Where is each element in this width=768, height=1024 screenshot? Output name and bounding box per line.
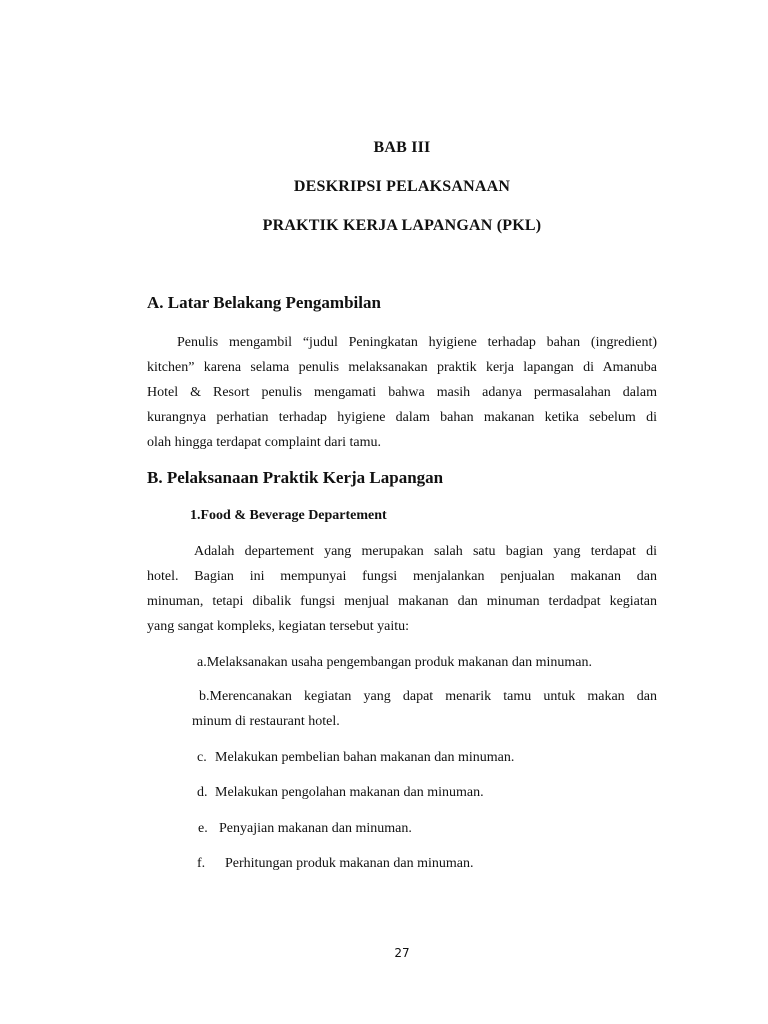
subsection-paragraph (147, 539, 657, 639)
paragraph-line: olah hingga terdapat complaint dari tamu. (147, 435, 382, 450)
paragraph-line: yang sangat kompleks, kegiatan tersebut yaitu: (147, 619, 410, 634)
chapter-title-line1: DESKRIPSI PELAKSANAAN (293, 178, 511, 195)
paragraph-line: kitchen” karena selama penulis melaksanakan praktik kerja lapangan di Amanuba (147, 360, 657, 375)
paragraph-line: Hotel & Resort penulis mengamati bahwa masih adanya permasalahan dalam (147, 385, 657, 400)
list-item-text: Melakukan pengolahan makanan dan minuman. (215, 785, 484, 800)
list-marker: f. (197, 856, 206, 871)
list-item-c (197, 745, 514, 770)
paragraph-line: hotel. Bagian ini mempunyai fungsi menjalankan penjualan makanan dan (147, 569, 657, 584)
list-marker: c. (197, 750, 207, 765)
list-item-a: a.Melaksanakan usaha pengembangan produk makanan dan minuman. (197, 655, 592, 670)
list-item-text: Perhitungan produk makanan dan minuman. (225, 856, 474, 871)
paragraph-line: Penulis mengambil “judul Peningkatan hyigiene terhadap bahan (ingredient) (177, 335, 657, 350)
list-item-b (192, 684, 657, 734)
paragraph-line: Adalah departement yang merupakan salah satu bagian yang terdapat di (194, 544, 657, 559)
chapter-title-line2: PRAKTIK KERJA LAPANGAN (PKL) (262, 217, 542, 234)
list-item-e (198, 816, 412, 841)
section-a-heading: A. Latar Belakang Pengambilan (147, 293, 381, 312)
list-item-f (197, 851, 473, 876)
paragraph-line: kurangnya perhatian terhadap hyigiene dalam bahan makanan ketika sebelum di (147, 410, 657, 425)
list-item-line: minum di restaurant hotel. (192, 714, 340, 729)
chapter-label: BAB III (373, 139, 431, 156)
list-item-d (197, 780, 484, 805)
paragraph-line: minuman, tetapi dibalik fungsi menjual makanan dan minuman terdadpat kegiatan (147, 594, 657, 609)
section-a-paragraph (147, 330, 657, 455)
section-b-heading: B. Pelaksanaan Praktik Kerja Lapangan (147, 468, 444, 487)
list-item-text: Melakukan pembelian bahan makanan dan minuman. (215, 750, 515, 765)
list-item-line: b.Merencanakan kegiatan yang dapat menarik tamu untuk makan dan (199, 689, 657, 704)
list-marker: d. (197, 785, 208, 800)
list-marker: e. (198, 821, 208, 836)
subsection-heading: 1.Food & Beverage Departement (190, 508, 387, 523)
list-item-text: Penyajian makanan dan minuman. (219, 821, 412, 836)
page-number: 27 (394, 946, 410, 960)
